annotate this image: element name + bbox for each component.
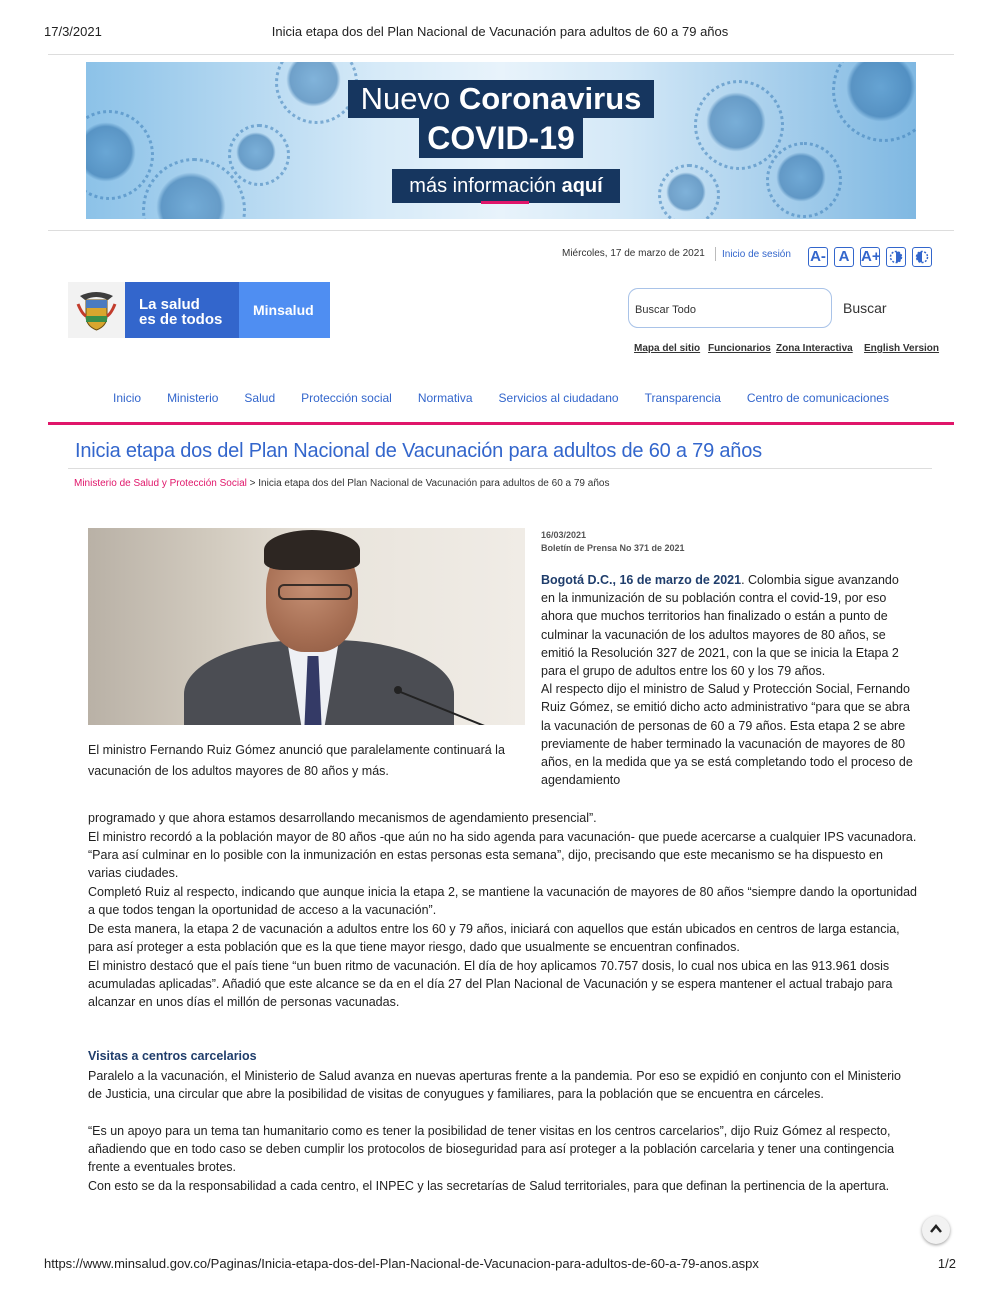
banner-covid-label: COVID-19 (419, 118, 583, 158)
print-page-number: 1/2 (937, 1256, 956, 1271)
english-version-link[interactable]: English Version (864, 343, 940, 354)
photo-glasses (278, 584, 352, 600)
page-title: Inicia etapa dos del Plan Nacional de Vacunación para adultos de 60 a 79 años (75, 440, 762, 462)
nav-item-inicio[interactable]: Inicio (113, 391, 142, 405)
divider (48, 230, 954, 231)
banner-underline (481, 201, 529, 204)
nav-item-servicios[interactable]: Servicios al ciudadano (498, 391, 619, 405)
contrast-icon[interactable] (886, 247, 906, 267)
photo-caption: El ministro Fernando Ruiz Gómez anunció que paralelamente continuará la vacunación de los adultos mayores de 80 años y más. (88, 743, 505, 778)
article-paragraph: De esta manera, la etapa 2 de vacunación a adultos entre los 60 y 79 años, iniciará con aquellos que están ubicados en centros de larga estancia, para así proteger a esta población que es la que tiene mayor riesgo, dado que usualmente se encuentran confinados. (88, 922, 900, 955)
nav-item-ministerio[interactable]: Ministerio (167, 391, 219, 405)
minsalud-logo[interactable] (68, 282, 330, 338)
nav-item-transparencia[interactable]: Transparencia (644, 391, 721, 405)
virus-decoration-icon (846, 62, 916, 122)
article-paragraph: El ministro destacó que el país tiene “un buen ritmo de vacunación. El día de hoy aplicamos 70.757 dosis, lo cual nos ubica en las 913.961 dosis acumuladas aplicadas”. Añadió que este alcance se da en el día 27 del Plan Nacional de Vacunación y se espera mantener el actual trabajo para alcanzar en unos días el millón de personas vacunadas. (88, 959, 893, 1010)
logo-slogan-line2: es de todos (139, 311, 223, 328)
font-normal-button[interactable]: A (834, 247, 854, 267)
lead-dateline: Bogotá D.C., 16 de marzo de 2021 (541, 573, 742, 587)
nav-item-proteccion-social[interactable]: Protección social (301, 391, 392, 405)
divider (715, 247, 716, 261)
article-paragraph: El ministro recordó a la población mayor de 80 años -que aún no ha sido agenda para vacunación- que puede acercarse a cualquier IPS vacunadora. “Para así culminar en lo posible con la inmunización en estas personas esta semana”, dijo, precisando que este mecanismo se ha dispuesto en varias ciudades. (88, 830, 917, 881)
virus-decoration-icon (286, 62, 341, 107)
print-date: 17/3/2021 (44, 24, 102, 39)
microphone-icon (394, 686, 402, 694)
sitemap-link[interactable]: Mapa del sitio (634, 343, 701, 354)
virus-decoration-icon (156, 172, 226, 219)
current-date: Miércoles, 17 de marzo de 2021 (562, 248, 705, 259)
virus-decoration-icon (776, 152, 826, 202)
article-lead (541, 571, 915, 789)
breadcrumb-separator: > (246, 478, 259, 489)
article-paragraph: programado y que ahora estamos desarrollando mecanismos de agendamiento presencial”. (88, 811, 597, 825)
article-paragraph: Al respecto dijo el ministro de Salud y Protección Social, Fernando Ruiz Gómez, se emitió dicho acto administrativo “para que se abra la vacunación de personas de 60 a 79 años. Esta etapa 2 se abre previamente de haber terminado la vacunación de mayores de 80 años, en la medida que ya se está completando todo el proceso de agendamiento (541, 682, 913, 788)
officials-link[interactable]: Funcionarios (708, 343, 771, 354)
article-paragraph: Completó Ruiz al respecto, indicando que aunque inicia la etapa 2, se mantiene la vacunación de mayores de 80 años “siempre dando la oportunidad a que todos tengan la oportunidad de acceso a la vacunación”. (88, 885, 918, 918)
nav-item-normativa[interactable]: Normativa (417, 391, 473, 405)
logo-slogan-line1: La salud (139, 296, 200, 313)
section-heading: Visitas a centros carcelarios (88, 1049, 257, 1063)
login-link[interactable]: Inicio de sesión (722, 249, 791, 260)
article-meta (541, 529, 685, 555)
minister-photo (88, 528, 525, 725)
nav-item-comunicaciones[interactable]: Centro de comunicaciones (746, 391, 889, 405)
lead-text: . Colombia sigue avanzando en la inmunización de su población contra el covid-19, por eso ahora que muchos territorios han finalizado o están a punto de culminar la vacunación de los adultos mayores de 80 años, se emitió la Resolución 327 de 2021, con la que se inicia la Etapa 2 para el grupo de adultos entre los 60 y los 79 años. (541, 573, 899, 679)
breadcrumb (74, 478, 609, 489)
virus-decoration-icon (666, 172, 706, 212)
search-button[interactable]: Buscar (843, 300, 887, 316)
covid-banner[interactable] (86, 62, 916, 219)
article-paragraph: Paralelo a la vacunación, el Ministerio de Salud avanza en nuevas aperturas frente a la pandemia. Por eso se expidió en conjunto con el Ministerio de Justicia, una circular que abre la posibilidad de visitas de conyugues y familiares, para la población que se encuentra en cárceles. (88, 1069, 901, 1102)
article-paragraph: Con esto se da la responsabilidad a cada centro, el INPEC y las secretarías de Salud territoriales, para que definan la pertinencia de la apertura. (88, 1179, 890, 1193)
article-date: 16/03/2021 (541, 530, 587, 540)
chevron-up-icon[interactable] (922, 1216, 950, 1244)
contrast-invert-icon[interactable] (912, 247, 932, 267)
divider (68, 468, 932, 469)
banner-more-info[interactable]: más información aquí (392, 169, 620, 203)
divider (48, 54, 954, 55)
interactive-zone-link[interactable]: Zona Interactiva (776, 343, 853, 354)
virus-decoration-icon (236, 132, 276, 172)
font-decrease-button[interactable]: A- (808, 247, 828, 267)
virus-decoration-icon (86, 122, 136, 182)
font-increase-button[interactable]: A+ (861, 248, 881, 265)
nav-underline (48, 422, 954, 425)
main-nav (48, 391, 954, 421)
article-paragraph: “Es un apoyo para un tema tan humanitario como es tener la posibilidad de tener visitas en los centros carcelarios”, dijo Ruiz Gómez al respecto, añadiendo que en todo caso se deben cumplir los protocolos de bioseguridad para así proteger a la población carcelaria y tener una contingencia frente a eventuales brotes. (88, 1124, 895, 1175)
search-input[interactable]: Buscar Todo (628, 288, 832, 328)
breadcrumb-current: Inicia etapa dos del Plan Nacional de Vacunación para adultos de 60 a 79 años (258, 478, 610, 489)
logo-brand: Minsalud (239, 282, 330, 338)
article-bulletin: Boletín de Prensa No 371 de 2021 (541, 543, 685, 553)
virus-decoration-icon (706, 92, 766, 152)
breadcrumb-home-link[interactable]: Ministerio de Salud y Protección Social (74, 478, 247, 489)
logo-slogan (125, 282, 239, 338)
photo-hair (264, 530, 360, 570)
print-url: https://www.minsalud.gov.co/Paginas/Inicia-etapa-dos-del-Plan-Nacional-de-Vacunacion-para-adultos-de-60-a-79-anos.aspx (44, 1256, 759, 1271)
banner-heading: Nuevo Coronavirus (348, 80, 654, 118)
coat-of-arms-icon (68, 282, 125, 338)
nav-item-salud[interactable]: Salud (244, 391, 276, 405)
print-title: Inicia etapa dos del Plan Nacional de Vacunación para adultos de 60 a 79 años (271, 24, 729, 39)
